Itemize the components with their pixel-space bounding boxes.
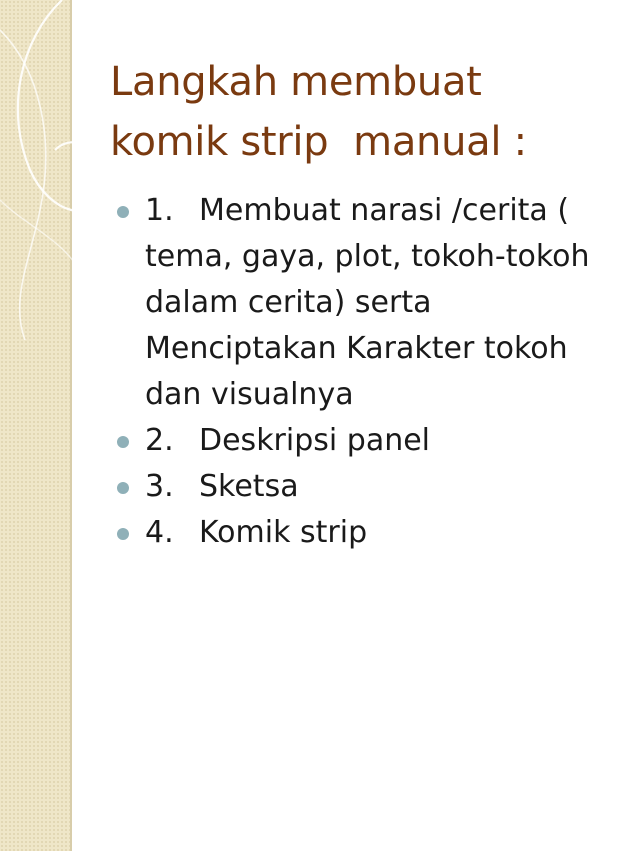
bullet-icon — [117, 528, 129, 540]
item-1-line-3: dalam cerita) serta — [145, 285, 432, 320]
item-1-line-2: tema, gaya, plot, tokoh-tokoh — [145, 239, 590, 274]
item-number: 3. — [145, 469, 174, 504]
bullet-icon — [117, 436, 129, 448]
item-2-line-1 — [145, 418, 617, 464]
item-number: 2. — [145, 423, 174, 458]
item-1-line-4: Menciptakan Karakter tokoh — [145, 331, 568, 366]
list-item-3 — [117, 464, 617, 510]
item-number: 1. — [145, 193, 174, 228]
slide-title — [110, 52, 610, 172]
item-text: Sketsa — [199, 469, 299, 504]
item-text: Deskripsi panel — [199, 423, 431, 458]
item-text: Membuat narasi /cerita ( — [199, 193, 570, 228]
bullet-icon — [117, 206, 129, 218]
item-1-line-1 — [145, 188, 617, 234]
list-item-2 — [117, 418, 617, 464]
title-line-2: komik strip manual : — [110, 119, 527, 165]
item-4-line-1 — [145, 510, 617, 556]
list-item-1 — [117, 188, 617, 418]
list-item-4 — [117, 510, 617, 556]
item-1-line-5: dan visualnya — [145, 377, 354, 412]
item-3-line-1 — [145, 464, 617, 510]
item-text: Komik strip — [199, 515, 368, 550]
title-line-1: Langkah membuat — [110, 59, 482, 105]
steps-list — [117, 188, 617, 556]
item-number: 4. — [145, 515, 174, 550]
bullet-icon — [117, 482, 129, 494]
